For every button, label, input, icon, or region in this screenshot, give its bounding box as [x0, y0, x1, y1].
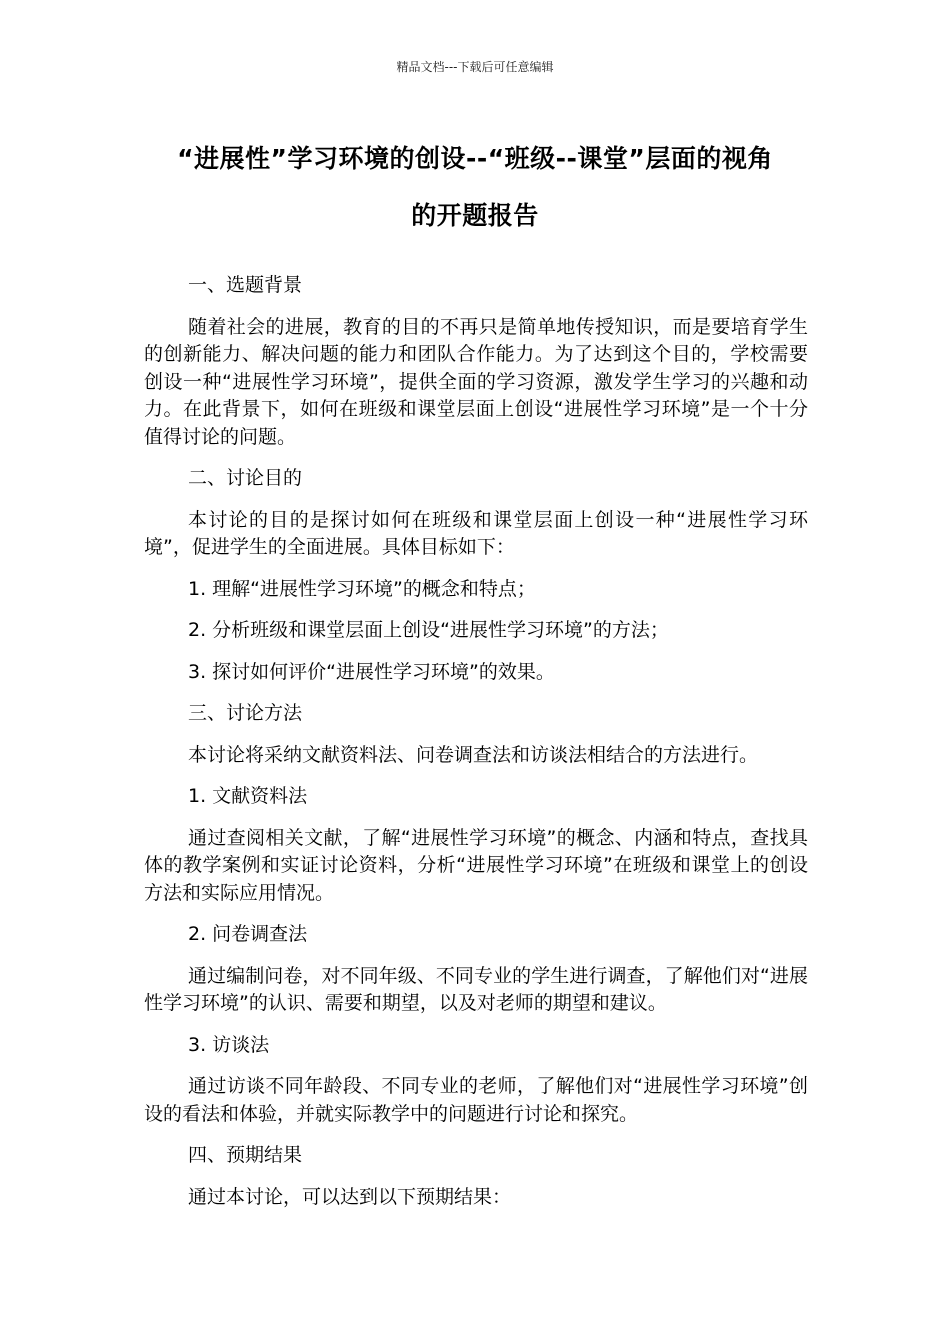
paragraph-expected-results: 通过本讨论，可以达到以下预期结果：: [188, 1185, 512, 1208]
paragraph-method: 本讨论将采纳文献资料法、问卷调查法和访谈法相结合的方法进行。: [188, 743, 759, 766]
page-header: 精品文档---下载后可任意编辑: [396, 60, 554, 74]
paragraph-background: 随着社会的进展，教育的目的不再只是简单地传授知识，而是要培育学生的创新能力、解决问题的能力和团队合作能力。为了达到这个目的，学校需要创设一种“进展性学习环境”，提供全面的学习资源，激发学生学习的兴趣和动力。在此背景下，如何在班级和课堂层面上创设“进展性学习环境”是一个十分值得讨论的问题。: [144, 315, 808, 448]
document-title-line-2: 的开题报告: [411, 201, 539, 230]
goal-item-1: 1. 理解“进展性学习环境”的概念和特点；: [188, 577, 536, 600]
document-body: [144, 272, 808, 1211]
goal-item-2: 2. 分析班级和课堂层面上创设“进展性学习环境”的方法；: [188, 619, 669, 641]
document-title-line-1: “进展性”学习环境的创设--“班级--课堂”层面的视角: [177, 144, 773, 173]
goal-item-3: 3. 探讨如何评价“进展性学习环境”的效果。: [188, 660, 555, 683]
paragraph-literature: 通过查阅相关文献，了解“进展性学习环境”的概念、内涵和特点，查找具体的教学案例和实证讨论资料，分析“进展性学习环境”在班级和课堂上的创设方法和实际应用情况。: [144, 826, 808, 904]
section-heading-purpose: 二、讨论目的: [188, 467, 303, 489]
paragraph-interview: 通过访谈不同年龄段、不同专业的老师，了解他们对“进展性学习环境”创设的看法和体验，并就实际教学中的问题进行讨论和探究。: [144, 1075, 808, 1125]
section-heading-background: 一、选题背景: [188, 274, 303, 296]
paragraph-purpose: 本讨论的目的是探讨如何在班级和课堂层面上创设一种“进展性学习环境”，促进学生的全面进展。具体目标如下：: [144, 508, 808, 558]
method-heading-interview: 3. 访谈法: [188, 1033, 270, 1056]
paragraph-survey: 通过编制问卷，对不同年级、不同专业的学生进行调查，了解他们对“进展性学习环境”的认识、需要和期望，以及对老师的期望和建议。: [144, 964, 808, 1014]
method-heading-literature: 1. 文献资料法: [188, 785, 308, 807]
method-heading-survey: 2. 问卷调查法: [188, 923, 308, 945]
section-heading-method: 三、讨论方法: [188, 702, 303, 724]
section-heading-expected-results: 四、预期结果: [188, 1144, 303, 1166]
